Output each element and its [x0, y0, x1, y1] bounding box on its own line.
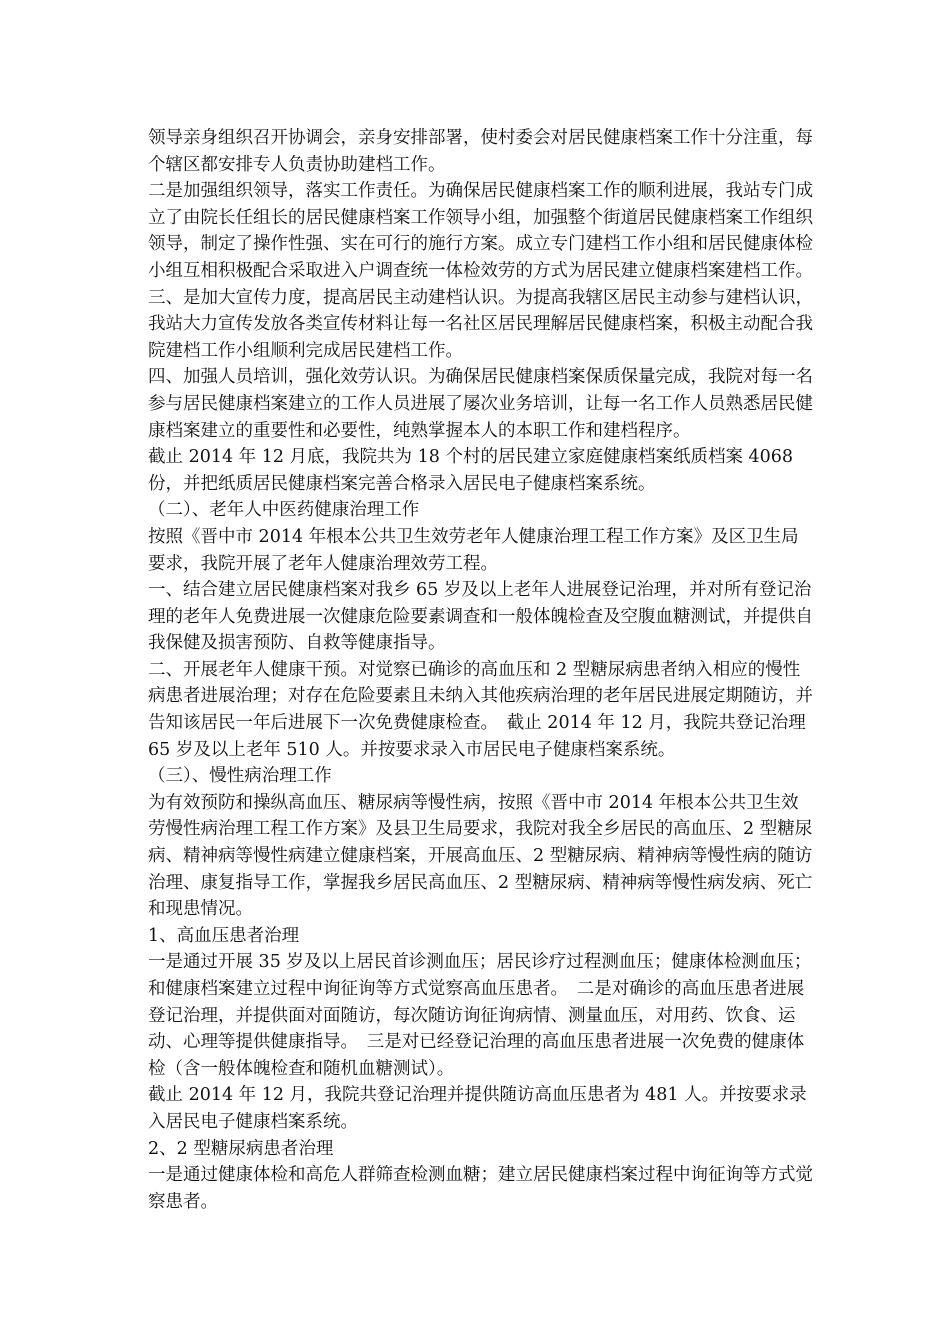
paragraph: 二是加强组织领导，落实工作责任。为确保居民健康档案工作的顺利进展，我站专门成立了由院长任组长的居民健康档案工作领导小组，加强整个街道居民健康档案工作组织领导，制定了操作性强、实在可行的施行方案。成立专门建档工作小组和居民健康体检小组互相积极配合采取进入户调查统一体检效劳的方式为居民建立健康档案建档工作。 [148, 181, 813, 281]
paragraph: 为有效预防和操纵高血压、糖尿病等慢性病，按照《晋中市 2014 年根本公共卫生效劳慢性病治理工程工作方案》及县卫生局要求，我院对我全乡居民的高血压、2 型糖尿病、精神病等慢性病建立健康档案，开展高血压、2 型糖尿病、精神病等慢性病的随访治理、康复指导工作，掌握我乡居民高血压、2 型糖尿病、精神病等慢性病发病、死亡和现患情况。 [148, 792, 813, 920]
section-heading: （三）、慢性病治理工作 [148, 766, 332, 787]
paragraph: 一是通过开展 35 岁及以上居民首诊测血压；居民诊疗过程测血压；健康体检测血压；和健康档案建立过程中询征询等方式觉察高血压患者。 二是对确诊的高血压患者进展登记治理，并提供面对面随访，每次随访询征询病情、测量血压，对用药、饮食、运动、心理等提供健康指导。 三是对已经登记治理的高血压患者进展一次免费的健康体检（含一般体魄检查和随机血糖测试）。 [148, 952, 812, 1079]
paragraph: 截止 2014 年 12 月，我院共登记治理并提供随访高血压患者为 481 人。并按要求录入居民电子健康档案系统。 [148, 1085, 807, 1132]
subsection-heading: 1、高血压患者治理 [148, 925, 300, 946]
paragraph: 三、是加大宣传力度，提高居民主动建档认识。为提高我辖区居民主动参与建档认识，我站大力宣传发放各类宣传材料让每一名社区居民理解居民健康档案，积极主动配合我院建档工作小组顺利完成居民建档工作。 [148, 287, 813, 361]
paragraph: 按照《晋中市 2014 年根本公共卫生效劳老年人健康治理工程工作方案》及区卫生局要求，我院开展了老年人健康治理效劳工程。 [148, 526, 799, 574]
subsection-heading: 2、2 型糖尿病患者治理 [148, 1138, 334, 1159]
paragraph: 四、加强人员培训，强化效劳认识。为确保居民健康档案保质保量完成，我院对每一名参与居民健康档案建立的工作人员进展了屡次业务培训，让每一名工作人员熟悉居民健康档案建立的重要性和必要性，纯熟掌握本人的本职工作和建档程序。 [148, 367, 813, 441]
paragraph: 一是通过健康体检和高危人群筛查检测血糖；建立居民健康档案过程中询征询等方式觉察患者。 [148, 1165, 813, 1212]
section-heading: （二）、老年人中医药健康治理工作 [148, 500, 420, 521]
paragraph: 截止 2014 年 12 月底，我院共为 18 个村的居民建立家庭健康档案纸质档案 4068 份，并把纸质居民健康档案完善合格录入居民电子健康档案系统。 [148, 447, 794, 494]
paragraph: 一、结合建立居民健康档案对我乡 65 岁及以上老年人进展登记治理，并对所有登记治理的老年人免费进展一次健康危险要素调查和一般体魄检查及空腹血糖测试，并提供自我保健及损害预防、自救等健康指导。 [148, 580, 813, 654]
paragraph: 二、开展老年人健康干预。对觉察已确诊的高血压和 2 型糖尿病患者纳入相应的慢性病患者进展治理；对存在危险要素且未纳入其他疾病治理的老年居民进展定期随访，并告知该居民一年后进展下一次免费健康检查。 截止 2014 年 12 月，我院共登记治理 65 岁及以上老年 510 人。并按要求录入市居民电子健康档案系统。 [148, 659, 813, 760]
paragraph: 领导亲身组织召开协调会，亲身安排部署，使村委会对居民健康档案工作十分注重，每个辖区都安排专人负责协助建档工作。 [148, 128, 813, 175]
document-body [148, 125, 813, 1215]
